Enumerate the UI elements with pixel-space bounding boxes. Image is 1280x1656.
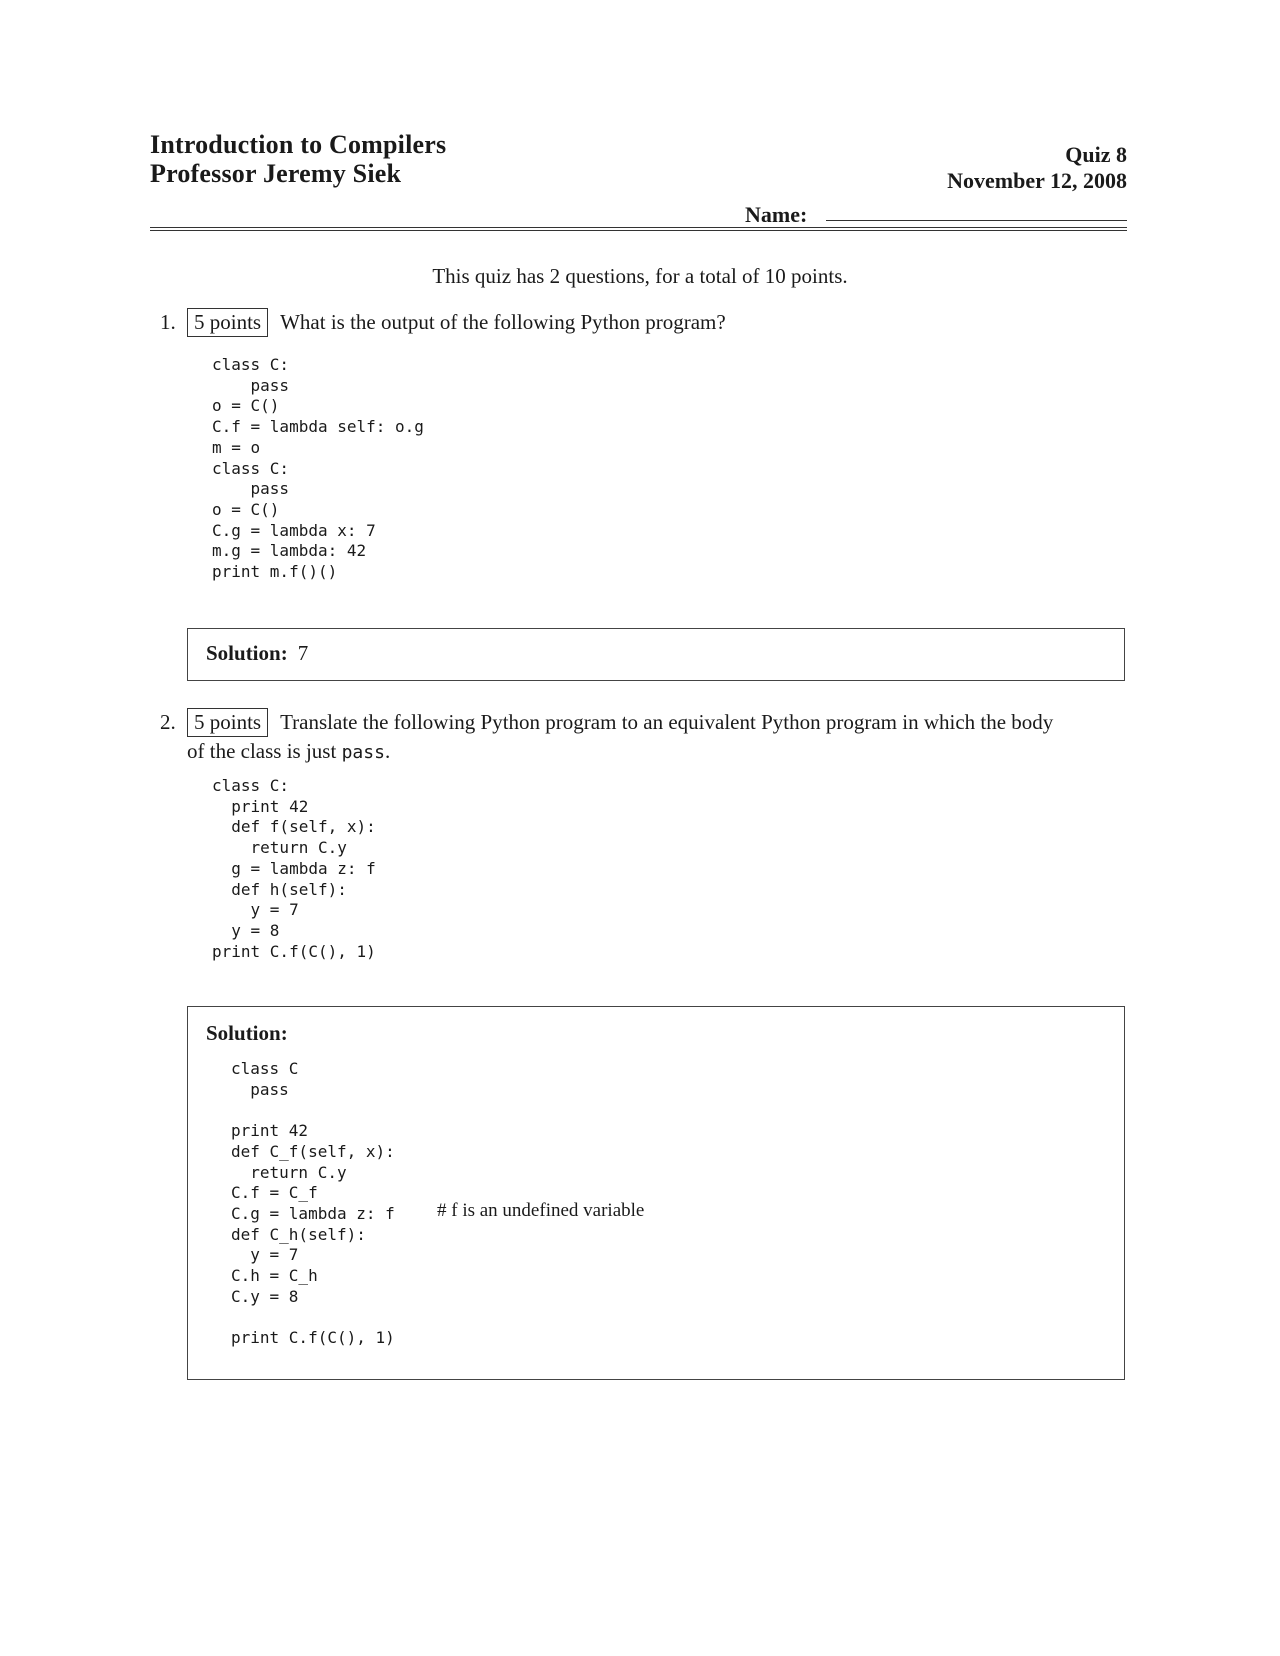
question-2-text-line2-wrap [187,737,1127,767]
quiz-date: November 12, 2008 [947,168,1127,193]
question-1-header [187,308,726,336]
question-1-points: 5 points [187,308,268,337]
solution-comment: # f is an undefined variable [437,1200,645,1221]
quiz-title: Quiz 8 [1065,142,1127,167]
question-2-text-line1: Translate the following Python program to an equivalent Python program in which the body [280,710,1054,734]
question-2-inline-code: pass [341,742,385,763]
question-2-number: 2. [160,710,176,734]
name-label: Name: [745,202,808,227]
quiz-summary: This quiz has 2 questions, for a total of 10 points. [432,264,848,288]
question-2-text-end: . [384,739,391,763]
question-1-solution [206,641,308,666]
question-1-code: class C: pass o = C() C.f = lambda self: o.g m = o class C: pass o = C() C.g = lambda x: 7 m.g = lambda: 42 print m.f()() [212,355,424,582]
question-1-text: What is the output of the following Python program? [280,310,726,334]
question-2-points: 5 points [187,708,268,737]
name-field-line [826,220,1127,221]
question-2-text-line2: of the class is just [187,739,337,763]
course-title: Introduction to Compilers [150,130,447,159]
course-header [150,130,446,188]
question-2-code: class C: print 42 def f(self, x): return C.y g = lambda z: f def h(self): y = 7 y = 8 print C.f(C(), 1) [212,776,376,961]
question-2-header [187,708,1127,767]
header-rule-secondary [150,230,1127,231]
solution-label: Solution: [206,641,288,665]
question-1-number: 1. [160,310,176,334]
quiz-info [947,142,1127,194]
professor-name: Professor Jeremy Siek [150,159,402,188]
question-1-solution-box [187,628,1125,681]
header-rule [150,227,1127,228]
question-2-solution-code: class C pass print 42 def C_f(self, x): return C.y C.f = C_f C.g = lambda z: f def C_h(self): y = 7 C.h = C_h C.y = 8 print C.f(C(), 1) [231,1059,395,1348]
question-2-solution-box [187,1006,1125,1380]
solution-label: Solution: [206,1021,288,1045]
solution-value: 7 [297,641,309,665]
